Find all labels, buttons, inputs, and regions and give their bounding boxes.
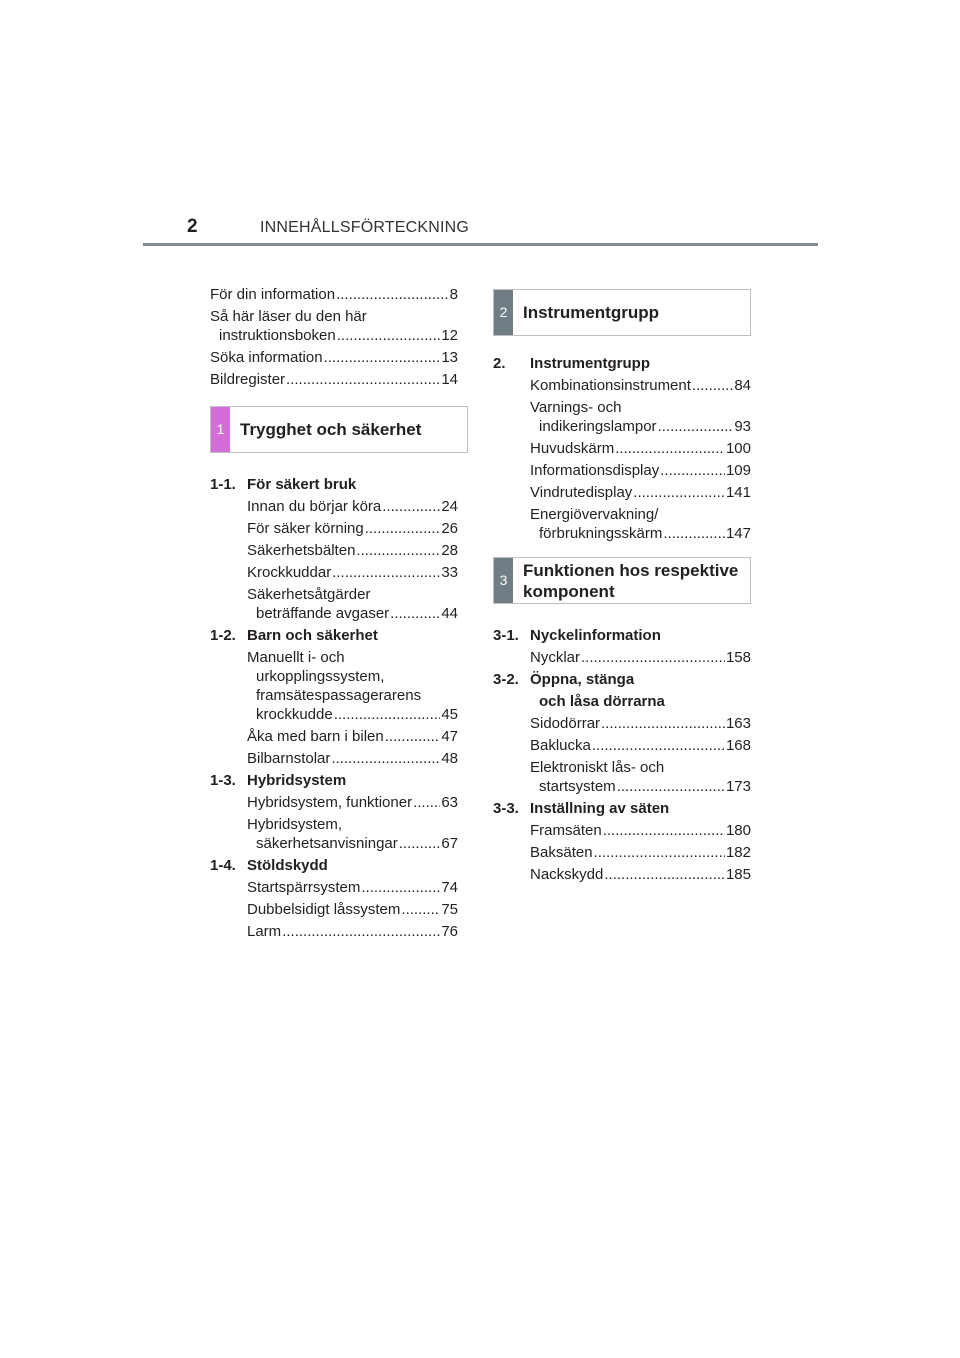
toc-entry-page: 76 xyxy=(441,923,458,940)
leader-dots xyxy=(385,727,441,746)
chapter-1-tab: 1 xyxy=(211,407,230,452)
section-title: Instrumentgrupp xyxy=(530,355,650,372)
toc-entry-title-cont: säkerhetsanvisningar xyxy=(256,835,398,852)
toc-entry-page: 93 xyxy=(734,418,751,435)
toc-entry[interactable] xyxy=(530,439,751,458)
section-1-1 xyxy=(210,475,458,623)
toc-entry[interactable] xyxy=(530,843,751,862)
chapter-2-header[interactable] xyxy=(493,289,751,336)
chapter-3-tab: 3 xyxy=(494,558,513,603)
section-number: 3-1. xyxy=(493,627,519,644)
section-title: Stöldskydd xyxy=(247,857,328,874)
toc-entry-page: 100 xyxy=(725,440,751,457)
section-heading[interactable] xyxy=(493,626,751,645)
toc-entry-page: 84 xyxy=(734,377,751,394)
toc-entry-title: Säkerhetsbälten xyxy=(247,542,356,559)
section-heading[interactable] xyxy=(493,354,751,373)
header-rule xyxy=(143,243,818,246)
front-matter-list xyxy=(210,285,458,389)
toc-entry-page: 109 xyxy=(725,462,751,479)
toc-entry-title: Åka med barn i bilen xyxy=(247,728,384,745)
chapter-2-tab: 2 xyxy=(494,290,513,335)
section-title: Öppna, stänga xyxy=(530,671,635,688)
toc-entry-page: 13 xyxy=(441,349,458,366)
section-heading[interactable] xyxy=(493,799,751,818)
leader-dots xyxy=(615,439,725,458)
toc-entry-page: 168 xyxy=(725,737,751,754)
chapter-3-title xyxy=(523,560,738,602)
toc-entry[interactable] xyxy=(530,417,751,436)
toc-entry[interactable] xyxy=(247,563,458,582)
toc-entry-page: 8 xyxy=(449,286,458,303)
leader-dots xyxy=(633,483,725,502)
leader-dots xyxy=(336,285,449,304)
leader-dots xyxy=(356,541,440,560)
toc-entry-title[interactable]: Så här läser du den här xyxy=(210,308,367,325)
toc-entry-title: Bilbarnstolar xyxy=(247,750,331,767)
section-heading[interactable] xyxy=(210,626,458,645)
leader-dots xyxy=(660,461,725,480)
toc-entry[interactable] xyxy=(530,483,751,502)
leader-dots xyxy=(594,843,725,862)
page-header xyxy=(0,0,960,250)
toc-entry-title-cont: indikeringslampor xyxy=(539,418,657,435)
toc-entry[interactable] xyxy=(247,519,458,538)
leader-dots xyxy=(603,821,725,840)
toc-entry[interactable] xyxy=(530,376,751,395)
section-1-4 xyxy=(210,856,458,941)
leader-dots xyxy=(692,376,733,395)
toc-entry-title-cont[interactable]: framsätespassagerarens xyxy=(256,687,422,704)
toc-entry-title: Krockkuddar xyxy=(247,564,332,581)
leader-dots xyxy=(604,865,725,884)
toc-entry-title: Vindrutedisplay xyxy=(530,484,633,501)
leader-dots xyxy=(401,900,440,919)
leader-dots xyxy=(601,714,725,733)
toc-entry-page: 163 xyxy=(725,715,751,732)
toc-entry[interactable] xyxy=(530,714,751,733)
toc-entry-title: Kombinationsinstrument xyxy=(530,377,691,394)
toc-entry-title: För din information xyxy=(210,286,336,303)
section-1-2 xyxy=(210,626,458,768)
toc-entry[interactable] xyxy=(210,326,458,345)
chapter-3-title-line: komponent xyxy=(523,581,615,601)
leader-dots xyxy=(334,705,441,724)
toc-entry-title: Söka information xyxy=(210,349,323,366)
section-3-3 xyxy=(493,799,751,884)
leader-dots xyxy=(413,793,440,812)
toc-entry-page: 185 xyxy=(725,866,751,883)
section-title: Barn och säkerhet xyxy=(247,627,378,644)
toc-entry[interactable] xyxy=(210,285,458,304)
leader-dots xyxy=(617,777,725,796)
chapter-1-header[interactable] xyxy=(210,406,468,453)
toc-entry-page: 14 xyxy=(441,371,458,388)
section-number: 1-4. xyxy=(210,857,236,874)
toc-right-column xyxy=(493,289,751,887)
section-heading[interactable] xyxy=(493,670,751,689)
section-title-cont: och låsa dörrarna xyxy=(539,693,665,710)
leader-dots xyxy=(286,370,440,389)
toc-entry-title: Framsäten xyxy=(530,822,602,839)
section-title: För säkert bruk xyxy=(247,476,357,493)
toc-entry[interactable] xyxy=(210,348,458,367)
toc-entry-title[interactable]: Säkerhetsåtgärder xyxy=(247,586,371,603)
toc-entry-title-cont[interactable]: urkopplingssystem, xyxy=(256,668,385,685)
toc-entry[interactable] xyxy=(530,777,751,796)
leader-dots xyxy=(663,524,725,543)
toc-entry-page: 48 xyxy=(441,750,458,767)
section-heading[interactable] xyxy=(210,856,458,875)
toc-entry-title[interactable]: Elektroniskt lås- och xyxy=(530,759,665,776)
toc-entry[interactable] xyxy=(247,705,458,724)
leader-dots xyxy=(390,604,440,623)
toc-entry-title: Dubbelsidigt låssystem xyxy=(247,901,401,918)
toc-entry[interactable] xyxy=(247,793,458,812)
toc-entry-title-cont: förbrukningsskärm xyxy=(539,525,663,542)
section-title: Hybridsystem xyxy=(247,772,347,789)
chapter-3-title-line: Funktionen hos respektive xyxy=(523,560,739,580)
toc-entry[interactable] xyxy=(247,749,458,768)
section-number: 2. xyxy=(493,355,506,372)
toc-entry[interactable] xyxy=(530,821,751,840)
toc-entry-page: 24 xyxy=(441,498,458,515)
toc-entry-page: 182 xyxy=(725,844,751,861)
toc-entry-title-cont: beträffande avgaser xyxy=(256,605,390,622)
section-title: Inställning av säten xyxy=(530,800,670,817)
toc-entry[interactable] xyxy=(247,834,458,853)
toc-entry-title: Hybridsystem, funktioner xyxy=(247,794,413,811)
toc-entry-title: Sidodörrar xyxy=(530,715,601,732)
section-number: 3-3. xyxy=(493,800,519,817)
section-heading-cont[interactable] xyxy=(493,692,751,711)
toc-entry-page: 173 xyxy=(725,778,751,795)
toc-entry-title: Nackskydd xyxy=(530,866,604,883)
toc-entry[interactable] xyxy=(247,727,458,746)
leader-dots xyxy=(382,497,440,516)
toc-entry[interactable] xyxy=(530,461,751,480)
toc-entry-page: 158 xyxy=(725,649,751,666)
toc-entry-page: 75 xyxy=(441,901,458,918)
leader-dots xyxy=(592,736,725,755)
toc-entry-page: 141 xyxy=(725,484,751,501)
toc-left-column xyxy=(210,285,458,944)
toc-entry-title: Startspärrsystem xyxy=(247,879,361,896)
section-number: 1-2. xyxy=(210,627,236,644)
toc-entry-page: 180 xyxy=(725,822,751,839)
toc-entry-title: Larm xyxy=(247,923,282,940)
toc-entry-page: 47 xyxy=(441,728,458,745)
toc-entry-title-cont: startsystem xyxy=(539,778,616,795)
toc-entry-page: 28 xyxy=(441,542,458,559)
toc-entry[interactable] xyxy=(530,648,751,667)
toc-entry-title: Nycklar xyxy=(530,649,581,666)
section-heading[interactable] xyxy=(210,475,458,494)
toc-entry[interactable] xyxy=(530,524,751,543)
section-number: 1-1. xyxy=(210,476,236,493)
toc-entry-page: 45 xyxy=(441,706,458,723)
toc-entry-title: För säker körning xyxy=(247,520,364,537)
section-title: Nyckelinformation xyxy=(530,627,661,644)
leader-dots xyxy=(324,348,441,367)
toc-entry-page: 74 xyxy=(441,879,458,896)
section-number: 1-3. xyxy=(210,772,236,789)
toc-entry[interactable] xyxy=(247,878,458,897)
toc-entry-title: Informationsdisplay xyxy=(530,462,660,479)
toc-entry-title: Huvudskärm xyxy=(530,440,615,457)
toc-entry-title: Bildregister xyxy=(210,371,286,388)
leader-dots xyxy=(365,519,441,538)
leader-dots xyxy=(331,749,440,768)
toc-entry-title: Baksäten xyxy=(530,844,593,861)
page-title: INNEHÅLLSFÖRTECKNING xyxy=(260,219,470,236)
section-heading[interactable] xyxy=(210,771,458,790)
toc-entry-title[interactable]: Energiövervakning/ xyxy=(530,506,659,523)
leader-dots xyxy=(581,648,725,667)
toc-entry[interactable] xyxy=(247,922,458,941)
toc-entry-page: 12 xyxy=(441,327,458,344)
toc-entry[interactable] xyxy=(247,604,458,623)
leader-dots xyxy=(337,326,441,345)
section-number: 3-2. xyxy=(493,671,519,688)
leader-dots xyxy=(282,922,440,941)
page-number: 2 xyxy=(187,216,198,237)
toc-entry-title[interactable]: Varnings- och xyxy=(530,399,622,416)
chapter-1-title: Trygghet och säkerhet xyxy=(240,420,422,439)
chapter-3-header[interactable] xyxy=(493,557,751,604)
section-3-2 xyxy=(493,670,751,796)
toc-entry[interactable] xyxy=(530,736,751,755)
toc-entry-page: 147 xyxy=(725,525,751,542)
leader-dots xyxy=(658,417,734,436)
section-2 xyxy=(493,354,751,543)
toc-entry-page: 44 xyxy=(441,605,458,622)
leader-dots xyxy=(332,563,440,582)
toc-entry[interactable] xyxy=(210,370,458,389)
leader-dots xyxy=(361,878,440,897)
toc-entry-page: 63 xyxy=(441,794,458,811)
toc-entry-title: Innan du börjar köra xyxy=(247,498,382,515)
section-3-1 xyxy=(493,626,751,667)
toc-entry-page: 67 xyxy=(441,835,458,852)
section-1-3 xyxy=(210,771,458,853)
toc-entry[interactable] xyxy=(247,497,458,516)
toc-entry-title: Baklucka xyxy=(530,737,591,754)
leader-dots xyxy=(399,834,441,853)
toc-entry-title[interactable]: Hybridsystem, xyxy=(247,816,343,833)
toc-entry-title-cont: krockkudde xyxy=(256,706,333,723)
toc-entry[interactable] xyxy=(247,541,458,560)
toc-entry-title[interactable]: Manuellt i- och xyxy=(247,649,345,666)
toc-entry[interactable] xyxy=(530,865,751,884)
toc-entry[interactable] xyxy=(247,900,458,919)
toc-entry-title-cont: instruktionsboken xyxy=(219,327,336,344)
toc-entry-page: 33 xyxy=(441,564,458,581)
chapter-2-title: Instrumentgrupp xyxy=(523,303,659,322)
toc-entry-page: 26 xyxy=(441,520,458,537)
